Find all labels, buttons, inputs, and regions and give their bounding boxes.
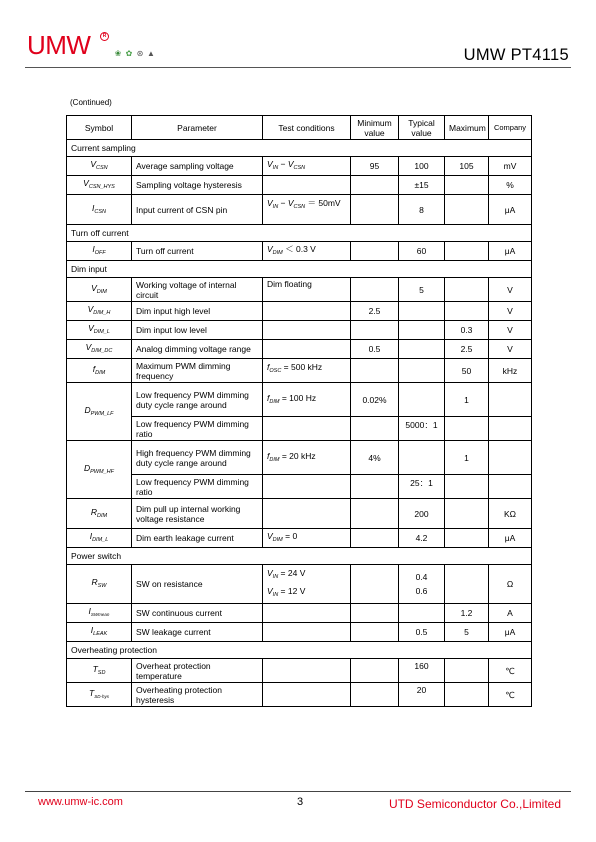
section-row xyxy=(67,225,532,242)
max-cell xyxy=(445,529,489,548)
unit-cell: ℃ xyxy=(489,659,532,683)
unit-cell xyxy=(489,383,532,417)
symbol-cell: $V_{DIM\_L}$ xyxy=(67,321,132,340)
table-row xyxy=(67,565,532,604)
symbol-cell: $f_{DIM}$ xyxy=(67,359,132,383)
parameter-cell: Low frequency PWM dimming duty cycle range around xyxy=(132,383,263,417)
min-cell: 95 xyxy=(351,157,399,176)
parameter-cell: Dim pull up internal working voltage resistance xyxy=(132,499,263,529)
parameter-cell: Turn off current xyxy=(132,242,263,261)
table-row xyxy=(67,499,532,529)
typ-cell: 160 xyxy=(399,659,445,683)
parameter-cell: Overheating protection hysteresis xyxy=(132,683,263,707)
parameter-cell: SW on resistance xyxy=(132,565,263,604)
min-cell xyxy=(351,278,399,302)
header-minimum: Minimum value xyxy=(351,116,399,140)
header-divider xyxy=(25,67,571,68)
table-row xyxy=(67,383,532,417)
max-cell xyxy=(445,176,489,195)
condition-cell: $f_{DIM} = 100$ Hz xyxy=(263,383,351,417)
max-cell xyxy=(445,242,489,261)
max-cell xyxy=(445,417,489,441)
max-cell: 1.2 xyxy=(445,604,489,623)
table-row xyxy=(67,340,532,359)
typ-cell: 0.5 xyxy=(399,623,445,642)
condition-cell: $V_{IN} - V_{CSN} = 50mV$ xyxy=(263,195,351,225)
parameter-cell: Input current of CSN pin xyxy=(132,195,263,225)
unit-cell: μA xyxy=(489,242,532,261)
section-dim-input: Dim input xyxy=(67,261,532,278)
symbol-cell: $V_{CSN}$ xyxy=(67,157,132,176)
table-row xyxy=(67,157,532,176)
symbol-cell: $I_{OFF}$ xyxy=(67,242,132,261)
typ-cell: ±15 xyxy=(399,176,445,195)
table-row xyxy=(67,359,532,383)
section-turn-off-current: Turn off current xyxy=(67,225,532,242)
parameter-cell: SW leakage current xyxy=(132,623,263,642)
section-power-switch: Power switch xyxy=(67,548,532,565)
company-name: UTD Semiconductor Co.,Limited xyxy=(388,797,561,811)
table-row xyxy=(67,321,532,340)
unit-cell: μA xyxy=(489,529,532,548)
symbol-cell: $V_{DIM}$ xyxy=(67,278,132,302)
table-header-row xyxy=(67,116,532,140)
parameter-cell: Dim earth leakage current xyxy=(132,529,263,548)
symbol-cell: $V_{CSN\_HYS}$ xyxy=(67,176,132,195)
continued-label: (Continued) xyxy=(70,98,112,107)
typ-cell xyxy=(399,441,445,475)
table-row xyxy=(67,278,532,302)
header-typical: Typical value xyxy=(399,116,445,140)
condition-cell: $V_{IN} = 24$ V $V_{IN} = 12$ V xyxy=(263,565,351,604)
min-cell: 4% xyxy=(351,441,399,475)
symbol-cell: $V_{DIM\_DC}$ xyxy=(67,340,132,359)
parameter-cell: Dim input high level xyxy=(132,302,263,321)
rohs-leaf-icon: ❀ xyxy=(114,49,122,58)
symbol-cell: $R_{DIM}$ xyxy=(67,499,132,529)
table-row xyxy=(67,302,532,321)
max-cell xyxy=(445,475,489,499)
typ-cell xyxy=(399,340,445,359)
symbol-cell: $I_{SWmean}$ xyxy=(67,604,132,623)
condition-cell xyxy=(263,321,351,340)
typ-cell: 8 xyxy=(399,195,445,225)
condition-cell: $V_{DIM} = 0$ xyxy=(263,529,351,548)
unit-cell: % xyxy=(489,176,532,195)
condition-cell xyxy=(263,176,351,195)
unit-cell: ℃ xyxy=(489,683,532,707)
condition-cell xyxy=(263,302,351,321)
min-cell: 0.5 xyxy=(351,340,399,359)
max-cell: 50 xyxy=(445,359,489,383)
condition-cell: $f_{OSC} = 500$ kHz xyxy=(263,359,351,383)
symbol-cell: $D_{PWM\_HF}$ xyxy=(67,441,132,499)
symbol-cell: $T_{SD-hys}$ xyxy=(67,683,132,707)
unit-cell: KΩ xyxy=(489,499,532,529)
table-row xyxy=(67,529,532,548)
table-row xyxy=(67,417,532,441)
condition-cell: $V_{IN} - V_{CSN}$ xyxy=(263,157,351,176)
table-row xyxy=(67,604,532,623)
table-row xyxy=(67,659,532,683)
parameter-cell: Low frequency PWM dimming ratio xyxy=(132,475,263,499)
typ-cell: 5000：1 xyxy=(399,417,445,441)
table-row xyxy=(67,176,532,195)
min-cell xyxy=(351,565,399,604)
condition-cell xyxy=(263,659,351,683)
typ-cell xyxy=(399,359,445,383)
electrical-characteristics-table xyxy=(66,115,532,707)
max-cell xyxy=(445,499,489,529)
certification-icons xyxy=(113,49,156,58)
unit-cell: V xyxy=(489,278,532,302)
page-number: 3 xyxy=(297,796,304,808)
symbol-cell: $I_{DIM\_L}$ xyxy=(67,529,132,548)
parameter-cell: SW continuous current xyxy=(132,604,263,623)
max-cell: 5 xyxy=(445,623,489,642)
max-cell xyxy=(445,659,489,683)
min-cell xyxy=(351,417,399,441)
section-row xyxy=(67,140,532,157)
max-cell: 105 xyxy=(445,157,489,176)
header-test-conditions: Test conditions xyxy=(263,116,351,140)
min-cell xyxy=(351,659,399,683)
table-row xyxy=(67,623,532,642)
parameter-cell: Overheat protection temperature xyxy=(132,659,263,683)
min-cell xyxy=(351,499,399,529)
condition-cell xyxy=(263,604,351,623)
table-row xyxy=(67,475,532,499)
header-company: Company xyxy=(489,116,532,140)
typ-cell xyxy=(399,302,445,321)
max-cell: 0.3 xyxy=(445,321,489,340)
section-row xyxy=(67,548,532,565)
condition-cell xyxy=(263,475,351,499)
parameter-cell: Average sampling voltage xyxy=(132,157,263,176)
part-number: UMW PT4115 xyxy=(463,46,569,64)
symbol-cell: $V_{DIM\_H}$ xyxy=(67,302,132,321)
table-row xyxy=(67,683,532,707)
green-cert-icon: ✿ xyxy=(125,49,133,58)
header-symbol: Symbol xyxy=(67,116,132,140)
typ-cell: 20 xyxy=(399,683,445,707)
condition-cell xyxy=(263,499,351,529)
umw-logo: UMW xyxy=(27,30,91,60)
min-cell: 0.02% xyxy=(351,383,399,417)
symbol-cell: $D_{PWM\_LF}$ xyxy=(67,383,132,441)
unit-cell: μA xyxy=(489,195,532,225)
min-cell xyxy=(351,604,399,623)
symbol-cell: $T_{SD}$ xyxy=(67,659,132,683)
parameter-cell: Low frequency PWM dimming ratio xyxy=(132,417,263,441)
typ-cell: 100 xyxy=(399,157,445,176)
max-cell: 1 xyxy=(445,441,489,475)
min-cell xyxy=(351,529,399,548)
max-cell xyxy=(445,195,489,225)
parameter-cell: Analog dimming voltage range xyxy=(132,340,263,359)
parameter-cell: Dim input low level xyxy=(132,321,263,340)
condition-cell: $f_{DIM} = 20$ kHz xyxy=(263,441,351,475)
condition-cell: $V_{DIM} < 0.3$ V xyxy=(263,242,351,261)
max-cell xyxy=(445,278,489,302)
unit-cell: mV xyxy=(489,157,532,176)
typ-cell xyxy=(399,321,445,340)
max-cell xyxy=(445,565,489,604)
min-cell xyxy=(351,176,399,195)
max-cell xyxy=(445,683,489,707)
condition-cell xyxy=(263,417,351,441)
header-maximum: Maximum xyxy=(445,116,489,140)
condition-cell xyxy=(263,340,351,359)
condition-cell: Dim floating xyxy=(263,278,351,302)
section-row xyxy=(67,261,532,278)
section-row xyxy=(67,642,532,659)
unit-cell: Ω xyxy=(489,565,532,604)
unit-cell xyxy=(489,417,532,441)
header-parameter: Parameter xyxy=(132,116,263,140)
min-cell xyxy=(351,242,399,261)
min-cell xyxy=(351,623,399,642)
max-cell: 1 xyxy=(445,383,489,417)
table-row xyxy=(67,195,532,225)
unit-cell: A xyxy=(489,604,532,623)
unit-cell: kHz xyxy=(489,359,532,383)
registered-mark-icon: R xyxy=(100,32,109,41)
typ-cell xyxy=(399,604,445,623)
parameter-cell: Working voltage of internal circuit xyxy=(132,278,263,302)
unit-cell: V xyxy=(489,321,532,340)
parameter-cell: High frequency PWM dimming duty cycle range around xyxy=(132,441,263,475)
typ-cell: 5 xyxy=(399,278,445,302)
max-cell: 2.5 xyxy=(445,340,489,359)
typ-cell: 60 xyxy=(399,242,445,261)
footer-divider xyxy=(25,791,571,792)
condition-cell xyxy=(263,623,351,642)
parameter-cell: Maximum PWM dimming frequency xyxy=(132,359,263,383)
min-cell: 2.5 xyxy=(351,302,399,321)
unit-cell: V xyxy=(489,340,532,359)
typ-cell xyxy=(399,383,445,417)
unit-cell xyxy=(489,475,532,499)
min-cell xyxy=(351,321,399,340)
table-row xyxy=(67,242,532,261)
max-cell xyxy=(445,302,489,321)
min-cell xyxy=(351,195,399,225)
table-row xyxy=(67,441,532,475)
typ-cell: 4.2 xyxy=(399,529,445,548)
min-cell xyxy=(351,359,399,383)
typ-cell: 200 xyxy=(399,499,445,529)
typ-cell: 25：1 xyxy=(399,475,445,499)
unit-cell: μA xyxy=(489,623,532,642)
section-overheating-protection: Overheating protection xyxy=(67,642,532,659)
website-link[interactable]: www.umw-ic.com xyxy=(38,796,123,808)
unit-cell xyxy=(489,441,532,475)
section-current-sampling: Current sampling xyxy=(67,140,532,157)
unit-cell: V xyxy=(489,302,532,321)
symbol-cell: $R_{SW}$ xyxy=(67,565,132,604)
esd-warning-icon: ▲ xyxy=(147,49,155,58)
symbol-cell: $I_{LEAK}$ xyxy=(67,623,132,642)
condition-cell xyxy=(263,683,351,707)
typ-cell: 0.4 0.6 xyxy=(399,565,445,604)
eco-cert-icon: ⊛ xyxy=(136,49,144,58)
symbol-cell: $I_{CSN}$ xyxy=(67,195,132,225)
min-cell xyxy=(351,683,399,707)
min-cell xyxy=(351,475,399,499)
parameter-cell: Sampling voltage hysteresis xyxy=(132,176,263,195)
